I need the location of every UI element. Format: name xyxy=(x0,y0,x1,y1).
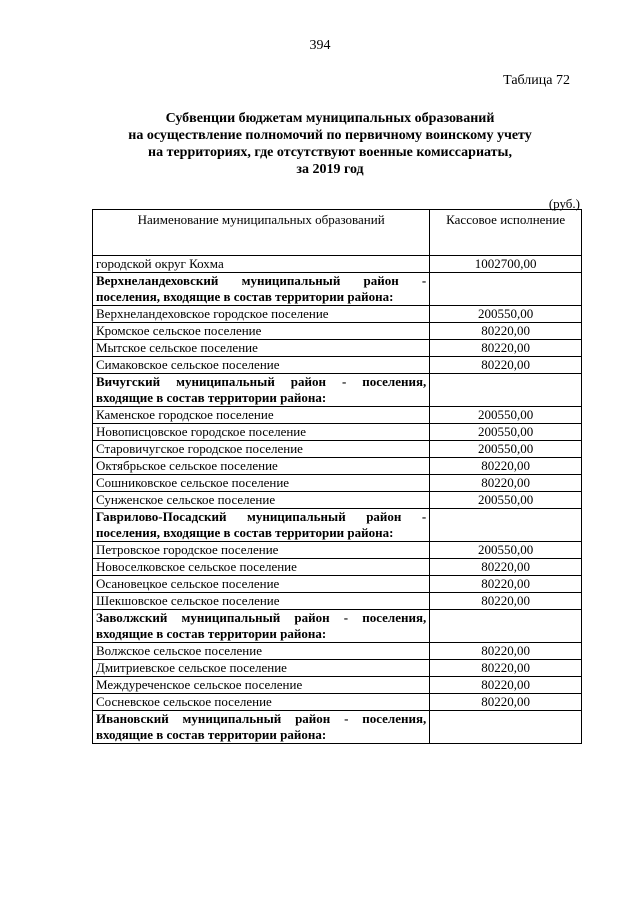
amount-cell xyxy=(430,711,582,744)
table-row xyxy=(93,492,582,509)
title-line: на территориях, где отсутствуют военные комиссариаты, xyxy=(148,145,512,160)
settlement-name: городской округ Кохма xyxy=(93,256,430,273)
settlement-name: Дмитриевское сельское поселение xyxy=(93,660,430,677)
table-row xyxy=(93,441,582,458)
table-row xyxy=(93,424,582,441)
title-line: Субвенции бюджетам муниципальных образований xyxy=(165,111,495,126)
settlement-name: Новоселковское сельское поселение xyxy=(93,559,430,576)
amount-cell: 80220,00 xyxy=(430,694,582,711)
table-row xyxy=(93,357,582,374)
amount-cell: 200550,00 xyxy=(430,492,582,509)
settlement-name: Сунженское сельское поселение xyxy=(93,492,430,509)
district-name: Вичугский муниципальный район - поселения, входящие в состав территории района: xyxy=(93,374,430,407)
amount-cell: 200550,00 xyxy=(430,441,582,458)
amount-cell: 80220,00 xyxy=(430,475,582,492)
group-row xyxy=(93,711,582,744)
settlement-name: Октябрьское сельское поселение xyxy=(93,458,430,475)
table-row xyxy=(93,323,582,340)
table-row xyxy=(93,643,582,660)
document-title xyxy=(0,110,640,178)
table-row xyxy=(93,660,582,677)
amount-cell: 200550,00 xyxy=(430,542,582,559)
amount-cell: 80220,00 xyxy=(430,593,582,610)
group-row xyxy=(93,509,582,542)
table-row xyxy=(93,475,582,492)
amount-cell: 200550,00 xyxy=(430,306,582,323)
amount-cell: 1002700,00 xyxy=(430,256,582,273)
table-row xyxy=(93,593,582,610)
settlement-name: Старовичугское городское поселение xyxy=(93,441,430,458)
district-name: Заволжский муниципальный район - поселения, входящие в состав территории района: xyxy=(93,610,430,643)
district-name: Верхнеландеховский муниципальный район - поселения, входящие в состав территории района: xyxy=(93,273,430,306)
amount-cell: 80220,00 xyxy=(430,660,582,677)
table-row xyxy=(93,677,582,694)
group-row xyxy=(93,273,582,306)
settlement-name: Симаковское сельское поселение xyxy=(93,357,430,374)
settlement-name: Шекшовское сельское поселение xyxy=(93,593,430,610)
settlement-name: Сосневское сельское поселение xyxy=(93,694,430,711)
amount-cell: 80220,00 xyxy=(430,576,582,593)
table-row xyxy=(93,306,582,323)
group-row xyxy=(93,374,582,407)
settlement-name: Междуреченское сельское поселение xyxy=(93,677,430,694)
table-row xyxy=(93,694,582,711)
table-row xyxy=(93,559,582,576)
unit-label: (руб.) xyxy=(548,196,580,211)
group-row xyxy=(93,610,582,643)
settlement-name: Осановецкое сельское поселение xyxy=(93,576,430,593)
district-name: Гаврилово-Посадский муниципальный район - поселения, входящие в состав территории района: xyxy=(93,509,430,542)
table-header-row xyxy=(93,210,582,256)
settlement-name: Верхнеландеховское городское поселение xyxy=(93,306,430,323)
settlement-name: Волжское сельское поселение xyxy=(93,643,430,660)
table-label: Таблица 72 xyxy=(503,73,570,88)
settlement-name: Каменское городское поселение xyxy=(93,407,430,424)
subventions-table xyxy=(92,209,582,744)
table-body xyxy=(93,256,582,744)
table-row xyxy=(93,542,582,559)
title-line: на осуществление полномочий по первичному воинскому учету xyxy=(128,128,532,143)
table-row xyxy=(93,340,582,357)
amount-cell xyxy=(430,610,582,643)
table-row xyxy=(93,256,582,273)
settlement-name: Новописцовское городское поселение xyxy=(93,424,430,441)
title-line: за 2019 год xyxy=(296,162,364,177)
amount-cell: 80220,00 xyxy=(430,357,582,374)
page-number: 394 xyxy=(309,38,331,53)
amount-cell xyxy=(430,509,582,542)
table-row xyxy=(93,458,582,475)
settlement-name: Мытское сельское поселение xyxy=(93,340,430,357)
amount-cell: 80220,00 xyxy=(430,458,582,475)
amount-cell xyxy=(430,273,582,306)
district-name: Ивановский муниципальный район - поселения, входящие в состав территории района: xyxy=(93,711,430,744)
amount-cell: 80220,00 xyxy=(430,677,582,694)
header-name: Наименование муниципальных образований xyxy=(93,210,430,256)
amount-cell: 80220,00 xyxy=(430,340,582,357)
table-row xyxy=(93,407,582,424)
amount-cell: 80220,00 xyxy=(430,323,582,340)
header-amount: Кассовое исполнение xyxy=(430,210,582,256)
settlement-name: Сошниковское сельское поселение xyxy=(93,475,430,492)
settlement-name: Петровское городское поселение xyxy=(93,542,430,559)
amount-cell: 200550,00 xyxy=(430,407,582,424)
amount-cell: 200550,00 xyxy=(430,424,582,441)
table-row xyxy=(93,576,582,593)
settlement-name: Кромское сельское поселение xyxy=(93,323,430,340)
amount-cell xyxy=(430,374,582,407)
amount-cell: 80220,00 xyxy=(430,643,582,660)
amount-cell: 80220,00 xyxy=(430,559,582,576)
